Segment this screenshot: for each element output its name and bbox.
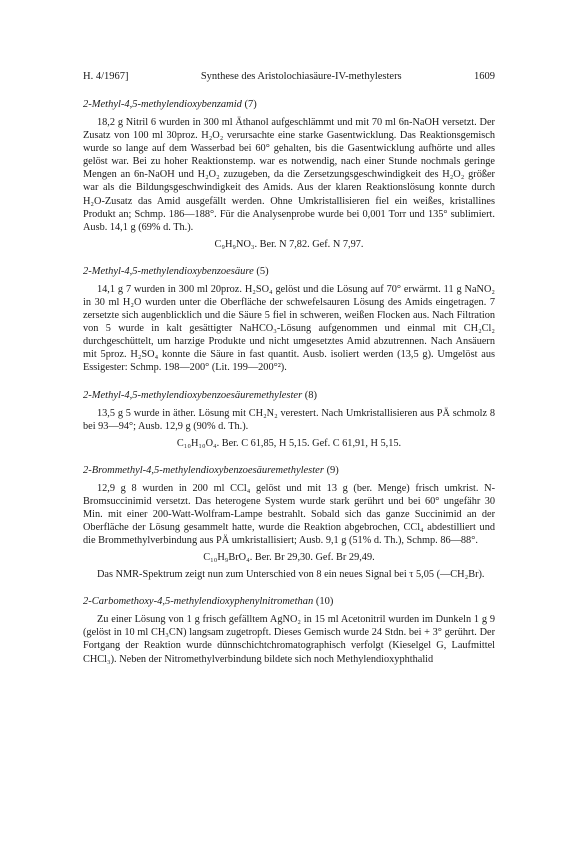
section-title-brommethyl: 2-Brommethyl-4,5-methylendioxybenzoesäuremethylester (9) [83,464,339,476]
header-title: Synthese des Aristolochiasäure-IV-methylesters [200,71,402,82]
paragraph-benzoesaeure: 14,1 g 7 wurden in 300 ml 20proz. H₂SO₄ gelöst und die Lösung auf 70° erwärmt. 11 g NaNO₂ in 30 ml H₂O wurden unter die Oberfläche der schwefelsauren Lösung des Amids eingetragen. 7 zersetzte sich augenblicklich und die Säure 5 fiel in schweren, weißen Flocken aus. Nach Filtration von 5 wurde in kalt gesättigter NaHCO₃-Lösung aufgenommen und einmal mit CH₂Cl₂ durchgeschüttelt, um harzige Produkte und nicht umgesetztes Amid abzutrennen. Nach Ansäuern mit 5proz. H₂SO₄ konnte die Säure in fast quantit. Ausb. isoliert werden (13,5 g). Umgelöst aus Essigester: Schmp. 198—200° (Lit. 199—200°²). [83,283,495,374]
paragraph-brommethyl: 12,9 g 8 wurden in 200 ml CCl₄ gelöst und mit 13 g (ber. Menge) frisch umkrist. N-Bromsuccinimid versetzt. Das heterogene System wurde stark gerührt und bei 60° ungefähr 30 Min. mit einer 200-Watt-Wolfram-Lampe bestrahlt. Sobald sich das ganze Succinimid an der Oberfläche der Lösung gesammelt hatte, wurde die Reaktion abgebrochen, CCl₄ abdestilliert und die Brommethylverbindung aus PÄ umkristallisiert; Ausb. 9,1 g (51% d. Th.), Schmp. 86—88°. [83,482,495,547]
nmr-note: Das NMR-Spektrum zeigt nun zum Unterschied von 8 ein neues Signal bei τ 5,05 (—CH₂Br). [97,569,485,581]
paragraph-methylester: 13,5 g 5 wurde in äther. Lösung mit CH₂N₂ verestert. Nach Umkristallisieren aus PÄ schmolz 8 bei 93—94°; Ausb. 12,9 g (90% d. Th.). [83,407,495,432]
running-header [83,70,495,84]
analysis-formula-brommethyl: C₁₀H₉BrO₄. Ber. Br 29,30. Gef. Br 29,49. [203,552,375,564]
analysis-formula-methylester: C₁₀H₁₀O₄. Ber. C 61,85, H 5,15. Gef. C 61,91, H 5,15. [176,437,402,449]
section-title-benzoesaeure: 2-Methyl-4,5-methylendioxybenzoesäure (5) [83,265,269,277]
section-title-nitromethan: 2-Carbomethoxy-4,5-methylendioxyphenylnitromethan (10) [83,596,334,608]
section-title-benzamid: 2-Methyl-4,5-methylendioxybenzamid (7) [83,99,257,110]
page [83,70,495,666]
page-number: 1609 [474,71,495,82]
paragraph-benzamid: 18,2 g Nitril 6 wurden in 300 ml Äthanol aufgeschlämmt und mit 70 ml 6n-NaOH versetzt. Der Zusatz von 100 ml 30proz. H₂O₂ verursachte eine starke Gasentwicklung. Das Reaktionsgemisch wurde so lange auf dem Wasserbad bei 60° gehalten, bis die Gasentwicklung aufhörte und alles gelöst war. Bei zu hoher Reaktionstemp. war es notwendig, nach einer Stunde nochmals geringe Mengen an 6n-NaOH und H₂O₂ zuzugeben, da die Zersetzungsgeschwindigkeit des H₂O₂ größer war als die Bildungsgeschwindigkeit des Amids. Aus der klaren Reaktionslösung konnte durch H₂O-Zusatz das Amid ausgefällt werden. Ohne Umkristallisieren fiel ein weißes, kristallines Produkt an; Schmp. 186—188°. Für die Analysenprobe wurde bei 0,001 Torr und 135° sublimiert. Ausb. 14,1 g (69% d. Th.). [83,117,495,233]
analysis-formula-benzamid: C₉H₉NO₃. Ber. N 7,82. Gef. N 7,97. [214,238,364,250]
section-title-methylester: 2-Methyl-4,5-methylendioxybenzoesäuremethylester (8) [83,389,318,401]
paragraph-nitromethan: Zu einer Lösung von 1 g frisch gefälltem AgNO₂ in 15 ml Acetonitril wurden im Dunkeln 1 g 9 (gelöst in 10 ml CH₃CN) langsam zugetropft. Dieses Gemisch wurde 24 Stdn. bei + 3° gerührt. Der Fortgang der Reaktion wurde dünnschichtchromatographisch verfolgt (Kieselgel G, Laufmittel CHCl₃). Neben der Nitromethylverbindung bildete sich noch Methylendioxyphthalid [83,614,495,665]
header-issue: H. 4/1967] [83,71,129,82]
